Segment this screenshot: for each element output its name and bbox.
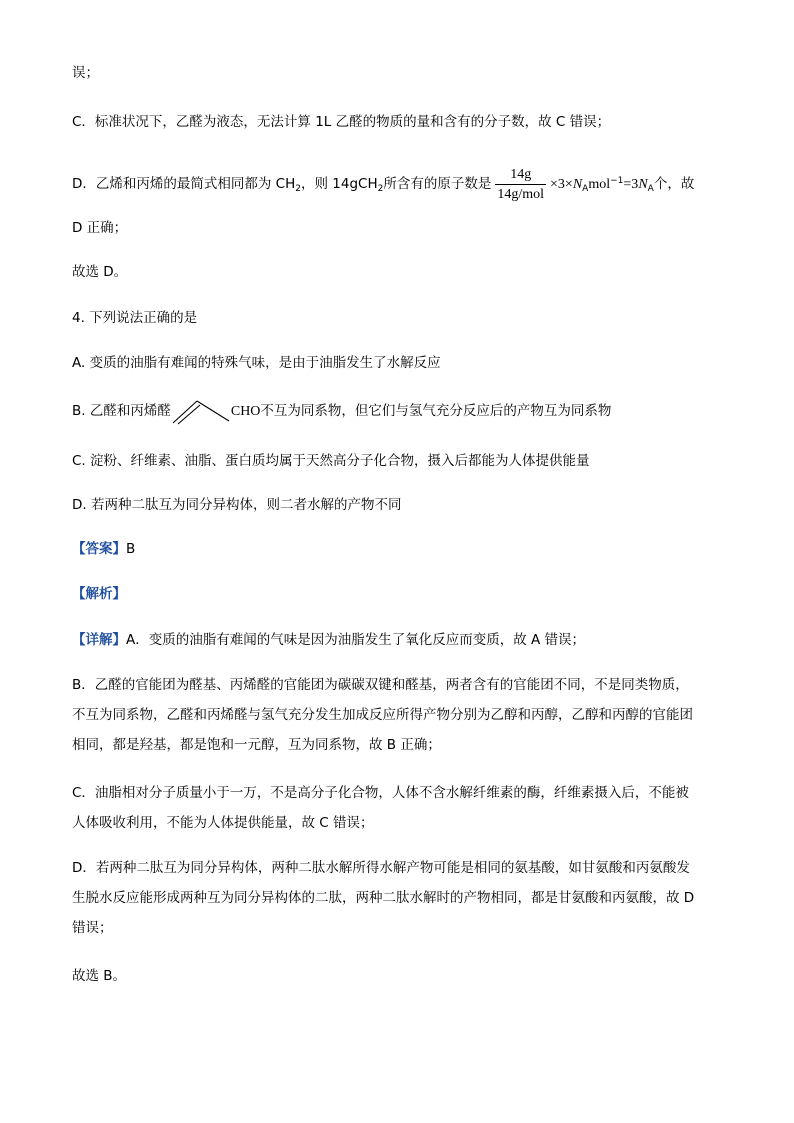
text-span: 所含有的原子数是 (383, 176, 492, 192)
text-span: A．变质的油脂有难闻的气味是因为油脂发生了氧化反应而变质，故 A 错误； (126, 632, 586, 648)
avogadro-symbol: N (638, 177, 648, 192)
option-b (72, 396, 611, 427)
detail-b-line: B．乙醛的官能团为醛基、丙烯醛的官能团为碳碳双键和醛基，两者含有的官能团不同，不是同类物质， (72, 677, 689, 693)
avogadro-symbol: N (572, 177, 583, 192)
answer-line (72, 539, 135, 559)
subscript: 2 (377, 184, 384, 194)
detail-d-line: 错误； (72, 920, 113, 936)
answer-label: 【答案】 (72, 541, 126, 557)
text-line: C．标准状况下，乙醛为液态，无法计算 1L 乙醛的物质的量和含有的分子数，故 C 错误； (72, 114, 611, 130)
detail-b-line: 相同，都是羟基，都是饱和一元醇，互为同系物，故 B 正确； (72, 737, 441, 753)
fraction-numerator: 14g (495, 165, 546, 185)
formula-line (72, 158, 694, 212)
superscript: −1 (610, 176, 624, 186)
text-line: D 正确； (72, 220, 128, 236)
question-stem: 4. 下列说法正确的是 (72, 310, 198, 326)
text-line: 误； (72, 65, 99, 81)
final-answer: 故选 B。 (72, 968, 127, 984)
detail-c-line: C．油脂相对分子质量小于一万，不是高分子化合物，人体不含水解纤维素的酶，纤维素摄入后，不能被 (72, 785, 689, 801)
fraction-denominator: 14g/mol (497, 186, 545, 202)
subscript: A (647, 184, 654, 194)
detail-c-line: 人体吸收利用，不能为人体提供能量，故 C 错误； (72, 815, 374, 831)
analysis-heading (72, 584, 126, 604)
fraction (495, 165, 546, 204)
option-a: A. 变质的油脂有难闻的特殊气味，是由于油脂发生了水解反应 (72, 355, 441, 371)
option-d: D. 若两种二肽互为同分异构体，则二者水解的产物不同 (72, 497, 402, 513)
subscript: 2 (295, 184, 301, 194)
detail-label: 【详解】 (72, 632, 126, 648)
text-span: D．乙烯和丙烯的最简式相同都为 CH (72, 176, 296, 192)
text-span: ，则 14gCH (301, 176, 378, 192)
detail-a (72, 630, 585, 650)
unit: mol (588, 177, 611, 192)
analysis-label: 【解析】 (72, 586, 126, 602)
text-span: =3 (623, 177, 639, 192)
detail-d-line: D．若两种二肽互为同分异构体，两种二肽水解所得水解产物可能是相同的氨基酸，如甘氨酸和丙氨酸发 (72, 860, 690, 876)
aldehyde-group-label: CHO (230, 404, 261, 419)
detail-b-line: 不互为同系物，乙醛和丙烯醛与氢气充分发生加成反应所得产物分别为乙醇和丙醇，乙醇和丙醇的官能团 (72, 707, 693, 723)
text-span: 不互为同系物，但它们与氢气充分反应后的产物互为同系物 (260, 403, 612, 419)
detail-d-line: 生脱水反应能形成两种互为同分异构体的二肽，两种二肽水解时的产物相同，都是甘氨酸和丙氨酸，故 D (72, 890, 695, 906)
text-span: B. 乙醛和丙烯醛 (72, 403, 171, 419)
subscript: A (582, 184, 589, 194)
text-span: 个，故 (653, 176, 695, 192)
text-span: ×3× (550, 177, 573, 192)
option-c: C. 淀粉、纤维素、油脂、蛋白质均属于天然高分子化合物，摄入后都能为人体提供能量 (72, 453, 590, 469)
answer-value: B (126, 541, 136, 557)
acrolein-structure-icon (171, 397, 231, 427)
text-line: 故选 D。 (72, 264, 128, 280)
